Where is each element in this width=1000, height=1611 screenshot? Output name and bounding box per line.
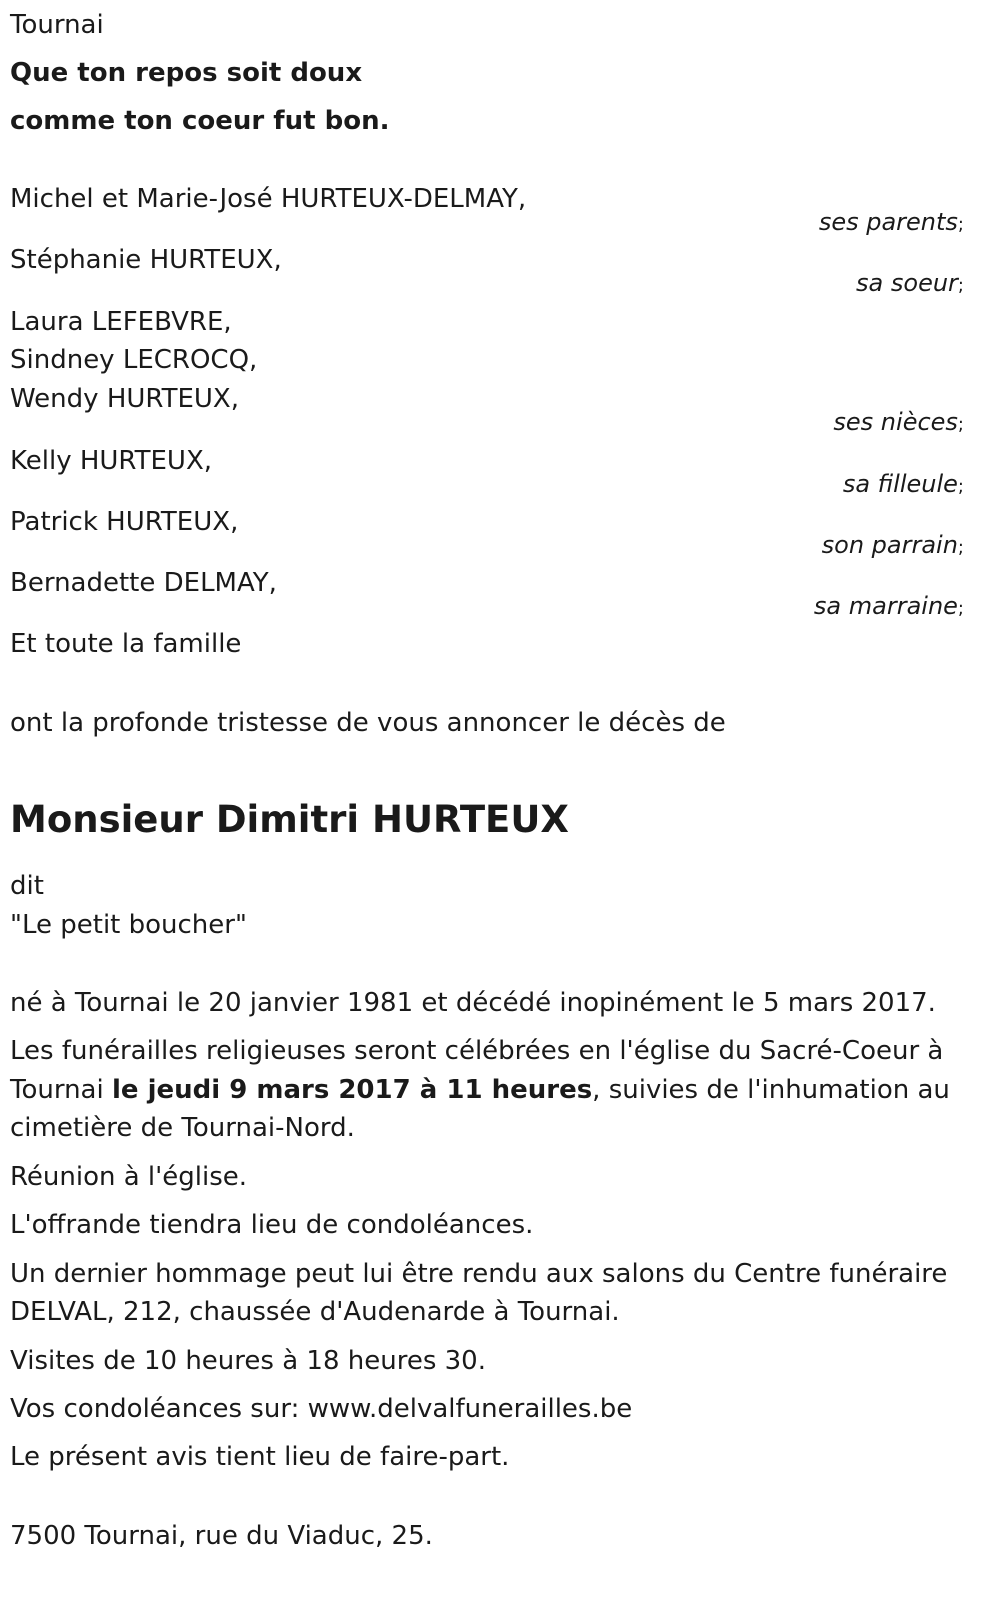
family-sister-role: sa soeur; [856,269,964,297]
funeral-line-1: Les funérailles religieuses seront célébrées en l'église du Sacré-Coeur à [10,1036,944,1066]
family-godmother-role: sa marraine; [813,592,964,620]
family-godfather-role: son parrain; [821,531,964,559]
offering-text: L'offrande tiendra lieu de condoléances. [10,1210,534,1240]
family-godmother-name: Bernadette DELMAY, [10,568,277,598]
family-rest: Et toute la famille [10,629,242,659]
tribute-line-1: Un dernier hommage peut lui être rendu aux salons du Centre funéraire [10,1259,948,1289]
family-niece-2: Sindney LECROCQ, [10,345,258,375]
birth-death-text: né à Tournai le 20 janvier 1981 et décédé inopinément le 5 mars 2017. [10,988,936,1018]
family-goddaughter-name: Kelly HURTEUX, [10,446,213,476]
funeral-line-2: Tournai le jeudi 9 mars 2017 à 11 heures, suivies de l'inhumation au [10,1075,950,1105]
alias: "Le petit boucher" [10,910,247,940]
meeting-text: Réunion à l'église. [10,1162,248,1192]
family-sister-name: Stéphanie HURTEUX, [10,245,282,275]
condolences-link[interactable]: www.delvalfunerailles.be [307,1394,633,1424]
family-nieces-role: ses nièces; [833,408,964,436]
visits-text: Visites de 10 heures à 18 heures 30. [10,1346,486,1376]
family-niece-1: Laura LEFEBVRE, [10,307,232,337]
quote-line-2: comme ton coeur fut bon. [10,106,390,136]
alias-intro: dit [10,871,44,901]
condolences-line: Vos condoléances sur: www.delvalfunerailles.be [10,1394,633,1424]
funeral-date-time: le jeudi 9 mars 2017 à 11 heures [111,1075,593,1105]
family-niece-3: Wendy HURTEUX, [10,384,239,414]
tribute-line-2: DELVAL, 212, chaussée d'Audenarde à Tournai. [10,1297,620,1327]
city-heading: Tournai [10,10,104,40]
family-goddaughter-role: sa filleule; [842,470,964,498]
address-text: 7500 Tournai, rue du Viaduc, 25. [10,1521,433,1551]
family-godfather-name: Patrick HURTEUX, [10,507,239,537]
deceased-name: Monsieur Dimitri HURTEUX [10,798,569,841]
notice-text: Le présent avis tient lieu de faire-part. [10,1442,510,1472]
quote-line-1: Que ton repos soit doux [10,58,363,88]
announcement-text: ont la profonde tristesse de vous annoncer le décès de [10,708,726,738]
family-parents-name: Michel et Marie-José HURTEUX-DELMAY, [10,184,527,214]
funeral-line-3: cimetière de Tournai-Nord. [10,1113,355,1143]
family-parents-role: ses parents; [818,208,964,236]
